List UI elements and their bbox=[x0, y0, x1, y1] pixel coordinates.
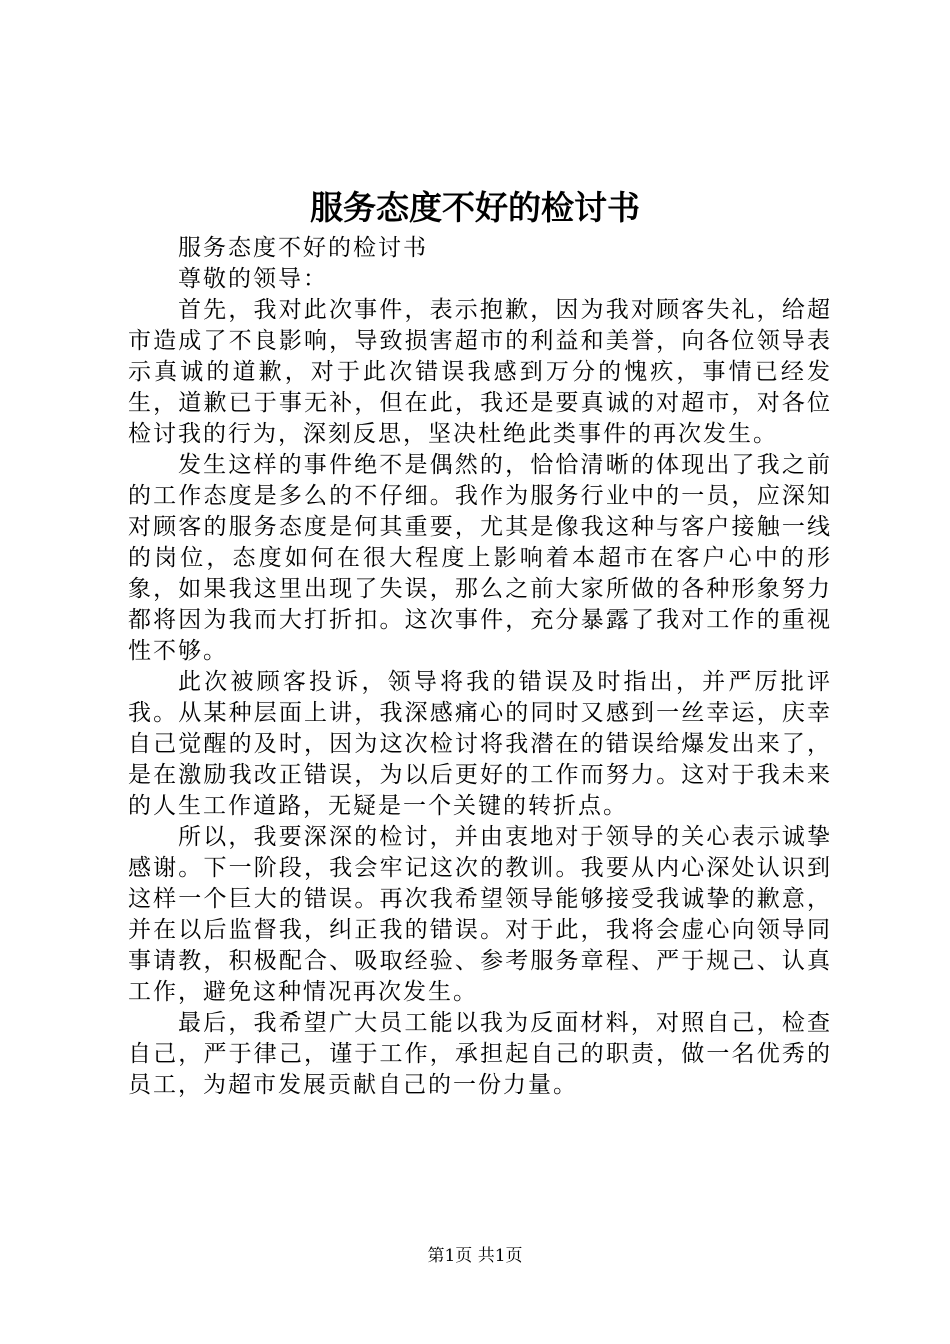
paragraph: 最后，我希望广大员工能以我为反面材料，对照自己，检查自己，严于律己，谨于工作，承担起自己的职责，做一名优秀的员工，为超市发展贡献自己的一份力量。 bbox=[128, 1010, 832, 1098]
paragraph: 发生这样的事件绝不是偶然的，恰恰清晰的体现出了我之前的工作态度是多么的不仔细。我作为服务行业中的一员，应深知对顾客的服务态度是何其重要，尤其是像我这种与客户接触一线的岗位，态度如何在很大程度上影响着本超市在客户心中的形象，如果我这里出现了失误，那么之前大家所做的各种形象努力都将因为我而大打折扣。这次事件，充分暴露了我对工作的重视性不够。 bbox=[128, 452, 832, 664]
paragraph: 此次被顾客投诉，领导将我的错误及时指出，并严厉批评我。从某种层面上讲，我深感痛心的同时又感到一丝幸运，庆幸自己觉醒的及时，因为这次检讨将我潜在的错误给爆发出来了，是在激励我改正错误，为以后更好的工作而努力。这对于我未来的人生工作道路，无疑是一个关键的转折点。 bbox=[128, 669, 832, 819]
document-title: 服务态度不好的检讨书 bbox=[310, 188, 640, 227]
paragraph: 首先，我对此次事件，表示抱歉，因为我对顾客失礼，给超市造成了不良影响，导致损害超市的利益和美誉，向各位领导表示真诚的道歉，对于此次错误我感到万分的愧疚，事情已经发生，道歉已于事无补，但在此，我还是要真诚的对超市，对各位检讨我的行为，深刻反思，坚决杜绝此类事件的再次发生。 bbox=[128, 297, 832, 447]
document-body bbox=[128, 233, 832, 1101]
paragraph-salutation: 尊敬的领导： bbox=[178, 266, 328, 292]
paragraph-subtitle: 服务态度不好的检讨书 bbox=[178, 235, 428, 261]
paragraph: 所以，我要深深的检讨，并由衷地对于领导的关心表示诚挚感谢。下一阶段，我会牢记这次的教训。我要从内心深处认识到这样一个巨大的错误。再次我希望领导能够接受我诚挚的歉意，并在以后监督我，纠正我的错误。对于此，我将会虚心向领导同事请教，积极配合、吸取经验、参考服务章程、严于规己、认真工作，避免这种情况再次发生。 bbox=[128, 824, 832, 1005]
page-footer: 第1页 共1页 bbox=[427, 1246, 523, 1266]
